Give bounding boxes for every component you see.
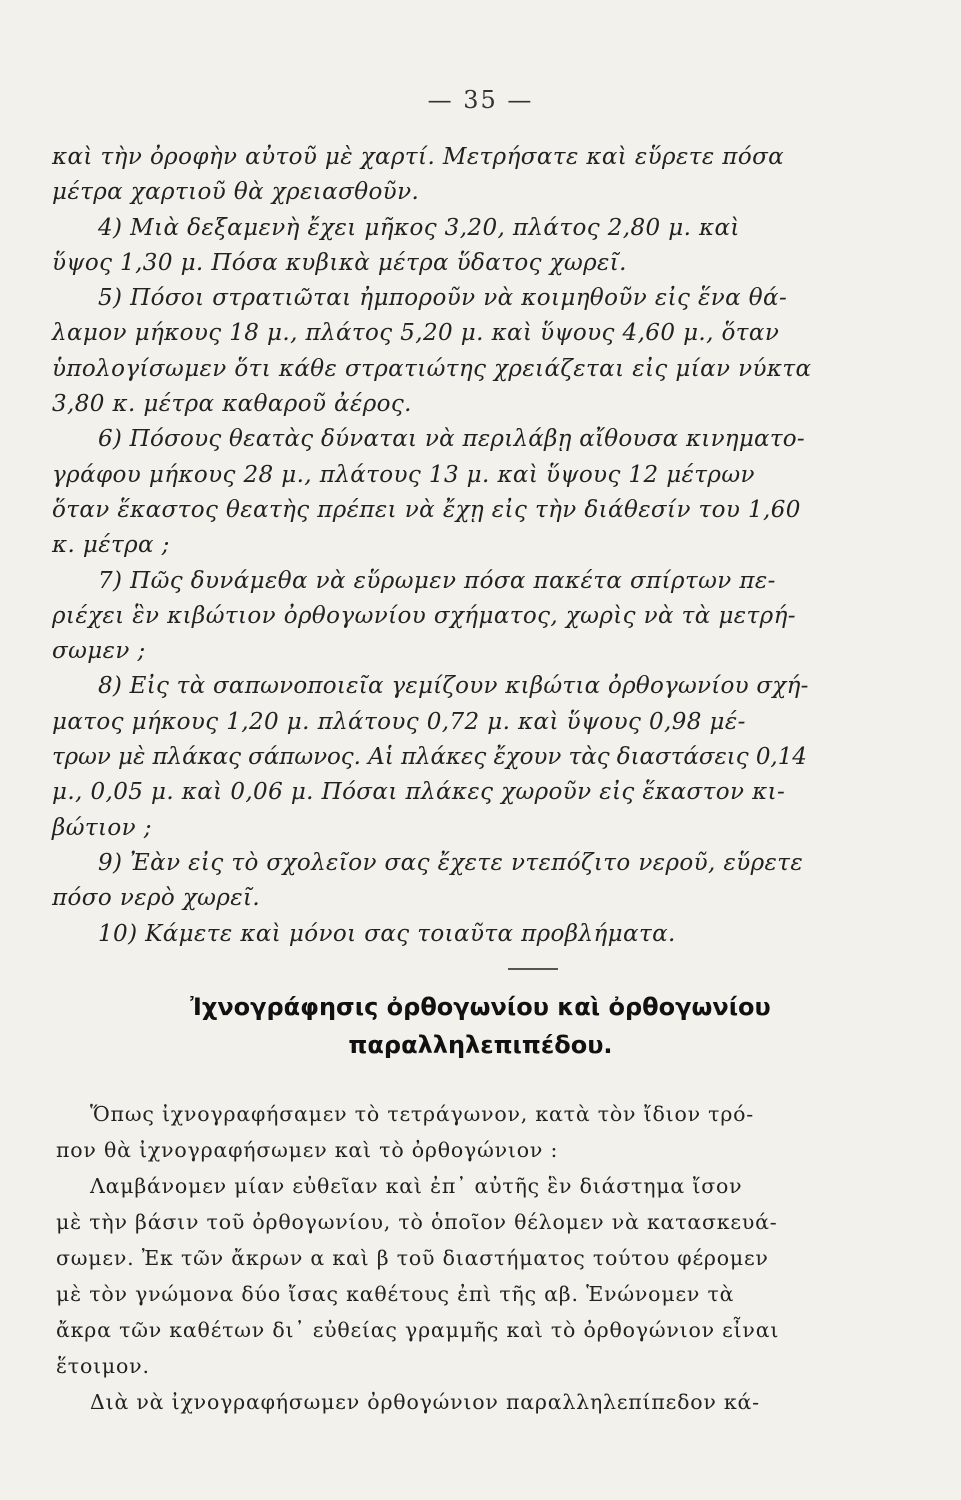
exercise-line: ὅταν ἕκαστος θεατὴς πρέπει νὰ ἔχῃ εἰς τὴν διάθεσίν του 1,60 [52,496,801,523]
exercise-line: καὶ τὴν ὀροφὴν αὐτοῦ μὲ χαρτί. Μετρήσατε καὶ εὕρετε πόσα [52,144,785,170]
body-text [56,1096,826,1420]
exercise-line: ὑπολογίσωμεν ὅτι κάθε στρατιώτης χρειάζεται εἰς μίαν νύκτα [52,355,812,382]
exercise-line: σωμεν ; [52,638,146,665]
exercise-7-start: 7) Πῶς δυνάμεθα νὰ εὕρωμεν πόσα πακέτα σπίρτων πε- [98,567,776,594]
exercise-line: μ., 0,05 μ. καὶ 0,06 μ. Πόσαι πλάκες χωροῦν εἰς ἕκαστον κι- [52,779,786,806]
body-paragraph-3-start: Διὰ νὰ ἰχνογραφήσωμεν ὀρθογώνιον παραλληλεπίπεδον κά- [90,1390,760,1414]
exercise-list [52,140,812,952]
section-divider [508,968,558,970]
exercise-line: ριέχει ἓν κιβώτιον ὀρθογωνίου σχήματος, χωρὶς νὰ τὰ μετρή- [52,602,796,629]
exercise-6-start: 6) Πόσους θεατὰς δύναται νὰ περιλάβῃ αἴθουσα κινηματο- [98,426,805,453]
body-line: ἄκρα τῶν καθέτων δι᾽ εὐθείας γραμμῆς καὶ τὸ ὀρθογώνιον εἶναι [56,1318,780,1342]
body-line: μὲ τὸν γνώμονα δύο ἴσας καθέτους ἐπὶ τῆς αβ. Ἑνώνομεν τὰ [56,1282,735,1306]
exercise-line: βώτιον ; [52,814,152,841]
exercise-line: ὕψος 1,30 μ. Πόσα κυβικὰ μέτρα ὕδατος χωρεῖ. [52,249,627,276]
exercise-9-start: 9) Ἐὰν εἰς τὸ σχολεῖον σας ἔχετε ντεπόζιτο νεροῦ, εὕρετε [98,849,804,876]
exercise-8-start: 8) Εἰς τὰ σαπωνοποιεῖα γεμίζουν κιβώτια ὀρθογωνίου σχή- [98,673,809,700]
heading-line-1: Ἰχνογράφησις ὀρθογωνίου καὶ ὀρθογωνίου [190,993,771,1021]
body-line: σωμεν. Ἐκ τῶν ἄκρων α καὶ β τοῦ διαστήματος τούτου φέρομεν [56,1246,769,1270]
exercise-line: λαμον μήκους 18 μ., πλάτος 5,20 μ. καὶ ὕψους 4,60 μ., ὅταν [52,320,780,347]
section-heading [0,988,961,1064]
page-number: — 35 — [427,86,534,114]
exercise-4-start: 4) Μιὰ δεξαμενὴ ἔχει μῆκος 3,20, πλάτος 2,80 μ. καὶ [98,214,740,241]
exercise-line: κ. μέτρα ; [52,532,170,559]
body-line: μὲ τὴν βάσιν τοῦ ὀρθογωνίου, τὸ ὁποῖον θέλομεν νὰ κατασκευά- [56,1210,778,1234]
exercise-line: μέτρα χαρτιοῦ θὰ χρειασθοῦν. [52,179,420,206]
exercise-line: ματος μήκους 1,20 μ. πλάτους 0,72 μ. καὶ ὕψους 0,98 μέ- [52,708,746,735]
exercise-line: πόσο νερὸ χωρεῖ. [52,885,261,912]
body-paragraph-1-start: Ὅπως ἰχνογραφήσαμεν τὸ τετράγωνον, κατὰ τὸν ἴδιον τρό- [90,1102,755,1126]
body-paragraph-2-start: Λαμβάνομεν μίαν εὐθεῖαν καὶ ἐπ᾽ αὐτῆς ἓν διάστημα ἴσον [90,1174,743,1198]
exercise-line: γράφου μήκους 28 μ., πλάτους 13 μ. καὶ ὕψους 12 μέτρων [52,461,755,488]
exercise-5-start: 5) Πόσοι στρατιῶται ἠμποροῦν νὰ κοιμηθοῦν εἰς ἕνα θά- [98,285,788,312]
exercise-line: 3,80 κ. μέτρα καθαροῦ ἀέρος. [52,391,412,418]
exercise-10-start: 10) Κάμετε καὶ μόνοι σας τοιαῦτα προβλήματα. [98,920,676,947]
body-line: ἕτοιμον. [56,1354,150,1378]
exercise-line: τρων μὲ πλάκας σάπωνος. Αἱ πλάκες ἔχουν τὰς διαστάσεις 0,14 [52,744,807,771]
heading-line-2: παραλληλεπιπέδου. [348,1031,613,1059]
body-line: πον θὰ ἰχνογραφήσωμεν καὶ τὸ ὀρθογώνιον : [56,1138,559,1162]
